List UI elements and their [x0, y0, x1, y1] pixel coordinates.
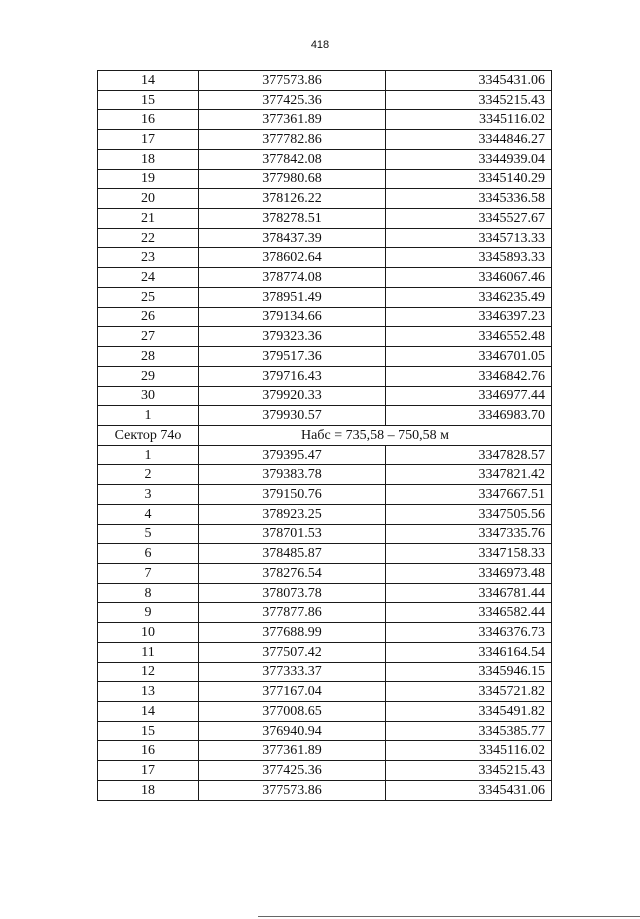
y-coordinate-cell: 3345431.06: [386, 780, 552, 800]
point-number-cell: 14: [98, 71, 199, 91]
sector-label: Сектор 74о: [98, 425, 199, 445]
point-number-cell: 25: [98, 287, 199, 307]
y-coordinate-cell: 3347158.33: [386, 544, 552, 564]
y-coordinate-cell: 3347821.42: [386, 465, 552, 485]
point-number-cell: 16: [98, 110, 199, 130]
table-row: [98, 445, 552, 465]
x-coordinate-cell: 377782.86: [199, 130, 386, 150]
x-coordinate-cell: 377573.86: [199, 71, 386, 91]
page-number: 418: [310, 39, 330, 51]
y-coordinate-cell: 3346977.44: [386, 386, 552, 406]
x-coordinate-cell: 377361.89: [199, 741, 386, 761]
y-coordinate-cell: 3345721.82: [386, 682, 552, 702]
point-number-cell: 30: [98, 386, 199, 406]
point-number-cell: 16: [98, 741, 199, 761]
point-number-cell: 9: [98, 603, 199, 623]
point-number-cell: 18: [98, 149, 199, 169]
x-coordinate-cell: 379930.57: [199, 406, 386, 426]
point-number-cell: 22: [98, 228, 199, 248]
x-coordinate-cell: 379716.43: [199, 366, 386, 386]
point-number-cell: 15: [98, 90, 199, 110]
y-coordinate-cell: 3346376.73: [386, 623, 552, 643]
point-number-cell: 17: [98, 130, 199, 150]
point-number-cell: 1: [98, 406, 199, 426]
x-coordinate-cell: 378923.25: [199, 504, 386, 524]
table-row: [98, 366, 552, 386]
y-coordinate-cell: 3347828.57: [386, 445, 552, 465]
table-row: [98, 90, 552, 110]
point-number-cell: 17: [98, 761, 199, 781]
x-coordinate-cell: 379383.78: [199, 465, 386, 485]
table-row: [98, 563, 552, 583]
x-coordinate-cell: 377425.36: [199, 761, 386, 781]
x-coordinate-cell: 377842.08: [199, 149, 386, 169]
x-coordinate-cell: 379517.36: [199, 347, 386, 367]
point-number-cell: 21: [98, 209, 199, 229]
y-coordinate-cell: 3346067.46: [386, 268, 552, 288]
table-row: [98, 130, 552, 150]
x-coordinate-cell: 378437.39: [199, 228, 386, 248]
sector-header: [98, 425, 552, 445]
x-coordinate-cell: 376940.94: [199, 721, 386, 741]
table-row: [98, 623, 552, 643]
x-coordinate-cell: 378276.54: [199, 563, 386, 583]
point-number-cell: 28: [98, 347, 199, 367]
point-number-cell: 4: [98, 504, 199, 524]
x-coordinate-cell: 378701.53: [199, 524, 386, 544]
table-row: [98, 71, 552, 91]
y-coordinate-cell: 3345527.67: [386, 209, 552, 229]
table-row: [98, 347, 552, 367]
table-row: [98, 209, 552, 229]
table-body-top: [98, 71, 552, 426]
point-number-cell: 20: [98, 189, 199, 209]
table-row: [98, 189, 552, 209]
y-coordinate-cell: 3346781.44: [386, 583, 552, 603]
point-number-cell: 10: [98, 623, 199, 643]
x-coordinate-cell: 377507.42: [199, 642, 386, 662]
x-coordinate-cell: 377573.86: [199, 780, 386, 800]
point-number-cell: 13: [98, 682, 199, 702]
table-row: [98, 702, 552, 722]
x-coordinate-cell: 377980.68: [199, 169, 386, 189]
x-coordinate-cell: 377167.04: [199, 682, 386, 702]
point-number-cell: 26: [98, 307, 199, 327]
table-row: [98, 544, 552, 564]
point-number-cell: 27: [98, 327, 199, 347]
table-row: [98, 780, 552, 800]
y-coordinate-cell: 3347335.76: [386, 524, 552, 544]
bottom-rule: [258, 916, 640, 917]
x-coordinate-cell: 378951.49: [199, 287, 386, 307]
x-coordinate-cell: 378073.78: [199, 583, 386, 603]
y-coordinate-cell: 3345431.06: [386, 71, 552, 91]
x-coordinate-cell: 377333.37: [199, 662, 386, 682]
x-coordinate-cell: 378126.22: [199, 189, 386, 209]
point-number-cell: 24: [98, 268, 199, 288]
y-coordinate-cell: 3346701.05: [386, 347, 552, 367]
table-row: [98, 485, 552, 505]
sector-row: [98, 425, 552, 445]
y-coordinate-cell: 3345215.43: [386, 90, 552, 110]
y-coordinate-cell: 3347505.56: [386, 504, 552, 524]
table-row: [98, 682, 552, 702]
table-row: [98, 327, 552, 347]
y-coordinate-cell: 3346397.23: [386, 307, 552, 327]
point-number-cell: 29: [98, 366, 199, 386]
x-coordinate-cell: 378278.51: [199, 209, 386, 229]
x-coordinate-cell: 377361.89: [199, 110, 386, 130]
point-number-cell: 18: [98, 780, 199, 800]
point-number-cell: 23: [98, 248, 199, 268]
y-coordinate-cell: 3346842.76: [386, 366, 552, 386]
y-coordinate-cell: 3347667.51: [386, 485, 552, 505]
table-row: [98, 268, 552, 288]
table-row: [98, 662, 552, 682]
point-number-cell: 11: [98, 642, 199, 662]
point-number-cell: 12: [98, 662, 199, 682]
x-coordinate-cell: 379323.36: [199, 327, 386, 347]
table-row: [98, 228, 552, 248]
table-row: [98, 465, 552, 485]
x-coordinate-cell: 379150.76: [199, 485, 386, 505]
table-row: [98, 248, 552, 268]
x-coordinate-cell: 378485.87: [199, 544, 386, 564]
point-number-cell: 5: [98, 524, 199, 544]
x-coordinate-cell: 377008.65: [199, 702, 386, 722]
y-coordinate-cell: 3346983.70: [386, 406, 552, 426]
table-row: [98, 603, 552, 623]
table-row: [98, 721, 552, 741]
y-coordinate-cell: 3345116.02: [386, 741, 552, 761]
x-coordinate-cell: 377877.86: [199, 603, 386, 623]
y-coordinate-cell: 3346973.48: [386, 563, 552, 583]
y-coordinate-cell: 3345116.02: [386, 110, 552, 130]
y-coordinate-cell: 3345385.77: [386, 721, 552, 741]
y-coordinate-cell: 3345336.58: [386, 189, 552, 209]
x-coordinate-cell: 378774.08: [199, 268, 386, 288]
table-row: [98, 504, 552, 524]
table-row: [98, 110, 552, 130]
point-number-cell: 8: [98, 583, 199, 603]
x-coordinate-cell: 379134.66: [199, 307, 386, 327]
y-coordinate-cell: 3345946.15: [386, 662, 552, 682]
table-body-bottom: [98, 445, 552, 800]
table-row: [98, 642, 552, 662]
table-row: [98, 406, 552, 426]
point-number-cell: 15: [98, 721, 199, 741]
table-row: [98, 149, 552, 169]
y-coordinate-cell: 3345215.43: [386, 761, 552, 781]
table-row: [98, 583, 552, 603]
point-number-cell: 2: [98, 465, 199, 485]
table-row: [98, 761, 552, 781]
x-coordinate-cell: 378602.64: [199, 248, 386, 268]
x-coordinate-cell: 377688.99: [199, 623, 386, 643]
table-row: [98, 169, 552, 189]
point-number-cell: 14: [98, 702, 199, 722]
table-row: [98, 386, 552, 406]
coordinates-table: [97, 70, 552, 801]
y-coordinate-cell: 3346164.54: [386, 642, 552, 662]
point-number-cell: 1: [98, 445, 199, 465]
y-coordinate-cell: 3345140.29: [386, 169, 552, 189]
y-coordinate-cell: 3345893.33: [386, 248, 552, 268]
y-coordinate-cell: 3345491.82: [386, 702, 552, 722]
point-number-cell: 6: [98, 544, 199, 564]
point-number-cell: 7: [98, 563, 199, 583]
table-row: [98, 287, 552, 307]
x-coordinate-cell: 377425.36: [199, 90, 386, 110]
table-row: [98, 524, 552, 544]
y-coordinate-cell: 3344846.27: [386, 130, 552, 150]
sector-height-range: Набс = 735,58 – 750,58 м: [199, 425, 552, 445]
point-number-cell: 3: [98, 485, 199, 505]
table-row: [98, 307, 552, 327]
table-row: [98, 741, 552, 761]
y-coordinate-cell: 3346552.48: [386, 327, 552, 347]
x-coordinate-cell: 379395.47: [199, 445, 386, 465]
y-coordinate-cell: 3346235.49: [386, 287, 552, 307]
y-coordinate-cell: 3345713.33: [386, 228, 552, 248]
y-coordinate-cell: 3346582.44: [386, 603, 552, 623]
y-coordinate-cell: 3344939.04: [386, 149, 552, 169]
point-number-cell: 19: [98, 169, 199, 189]
x-coordinate-cell: 379920.33: [199, 386, 386, 406]
